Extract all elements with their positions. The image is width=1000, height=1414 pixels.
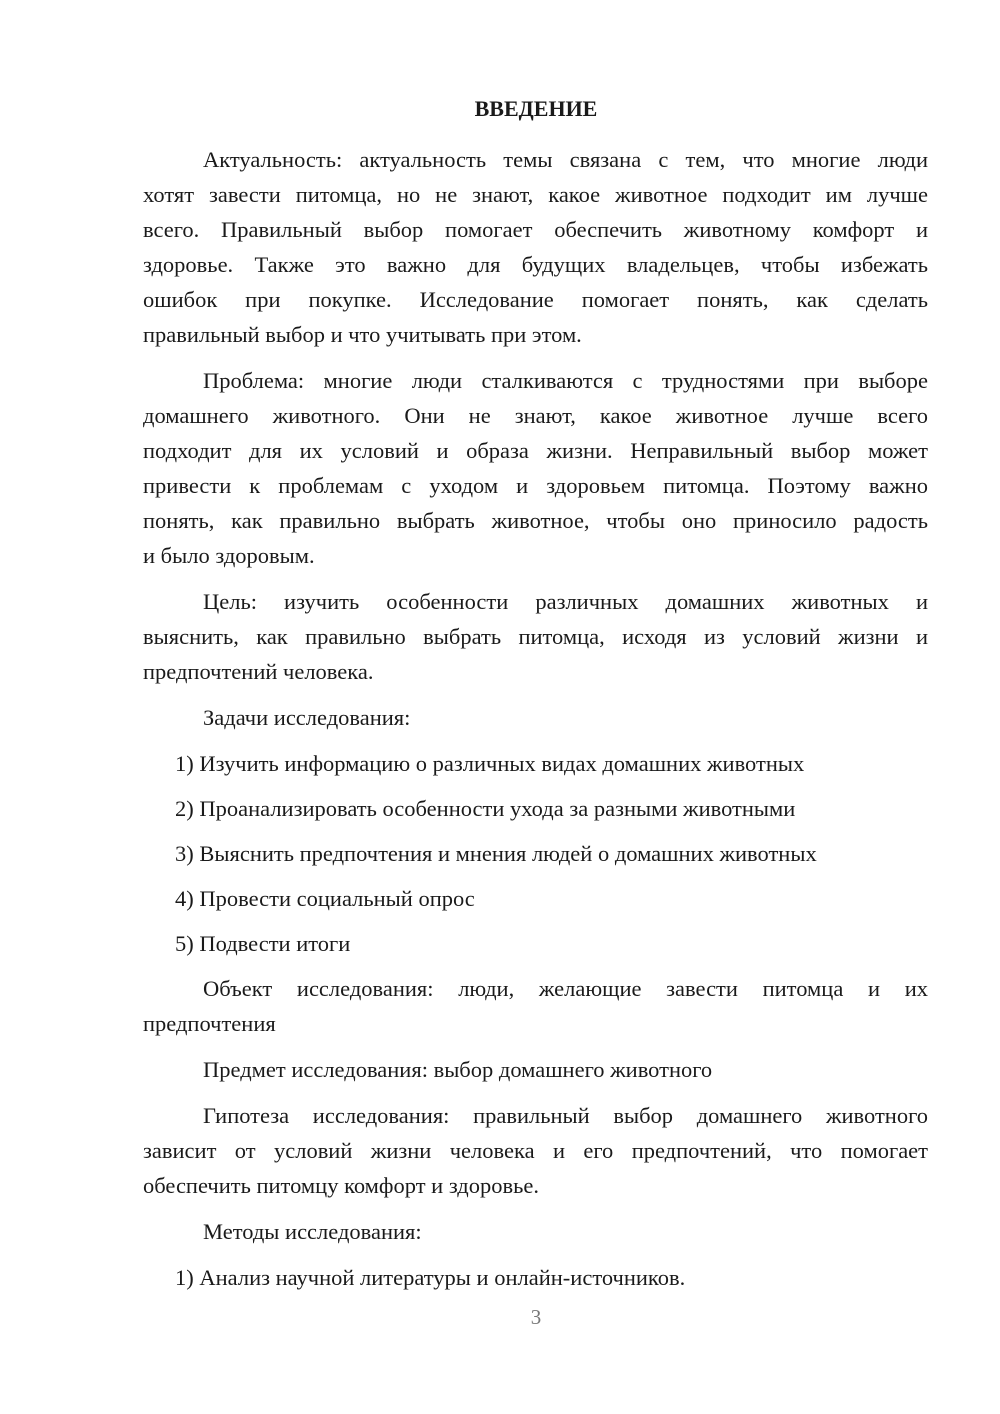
document-body [143, 142, 928, 1305]
text-line: Актуальность: актуальность темы связана с тем, что многие люди [203, 147, 928, 172]
numbered-list [143, 1260, 928, 1305]
paragraph [143, 1214, 928, 1249]
text-line: выяснить, как правильно выбрать питомца, исходя из условий жизни и [143, 624, 928, 649]
text-line: зависит от условий жизни человека и его предпочтений, что помогает [143, 1138, 928, 1163]
list-item: 4) Провести социальный опрос [175, 886, 475, 911]
text-line: здоровье. Также это важно для будущих владельцев, чтобы избежать [143, 252, 928, 277]
paragraph [143, 1052, 928, 1087]
section-title: ВВЕДЕНИЕ [474, 96, 598, 121]
page-number: 3 [530, 1305, 542, 1329]
text-line: Объект исследования: люди, желающие завести питомца и их [203, 976, 928, 1001]
list-item: 2) Проанализировать особенности ухода за разными животными [175, 796, 796, 821]
text-line: ошибок при покупке. Исследование помогает понять, как сделать [143, 287, 928, 312]
text-line: привести к проблемам с уходом и здоровьем питомца. Поэтому важно [143, 473, 928, 498]
paragraph [143, 700, 928, 735]
text-line: Методы исследования: [203, 1219, 422, 1244]
list-item: 1) Изучить информацию о различных видах домашних животных [175, 751, 805, 776]
text-line: всего. Правильный выбор помогает обеспечить животному комфорт и [143, 217, 928, 242]
list-item: 1) Анализ научной литературы и онлайн-источников. [175, 1265, 686, 1290]
text-line: Проблема: многие люди сталкиваются с трудностями при выборе [203, 368, 928, 393]
text-line: Цель: изучить особенности различных домашних животных и [203, 589, 928, 614]
text-line: обеспечить питомцу комфорт и здоровье. [143, 1173, 540, 1198]
paragraph [143, 971, 928, 1041]
text-line: домашнего животного. Они не знают, какое животное лучше всего [143, 403, 928, 428]
paragraph [143, 363, 928, 573]
numbered-list [143, 746, 928, 971]
text-line: и было здоровым. [143, 543, 315, 568]
list-item: 3) Выяснить предпочтения и мнения людей о домашних животных [175, 841, 817, 866]
text-line: предпочтения [143, 1011, 276, 1036]
text-line: хотят завести питомца, но не знают, какое животное подходит им лучше [143, 182, 928, 207]
text-line: Предмет исследования: выбор домашнего животного [203, 1057, 713, 1082]
text-line: понять, как правильно выбрать животное, чтобы оно приносило радость [143, 508, 928, 533]
text-line: предпочтений человека. [143, 659, 374, 684]
text-line: Задачи исследования: [203, 705, 411, 730]
text-line: подходит для их условий и образа жизни. Неправильный выбор может [143, 438, 928, 463]
paragraph [143, 142, 928, 352]
paragraph [143, 1098, 928, 1203]
list-item: 5) Подвести итоги [175, 931, 351, 956]
text-line: правильный выбор и что учитывать при этом. [143, 322, 582, 347]
paragraph [143, 584, 928, 689]
text-line: Гипотеза исследования: правильный выбор домашнего животного [203, 1103, 928, 1128]
